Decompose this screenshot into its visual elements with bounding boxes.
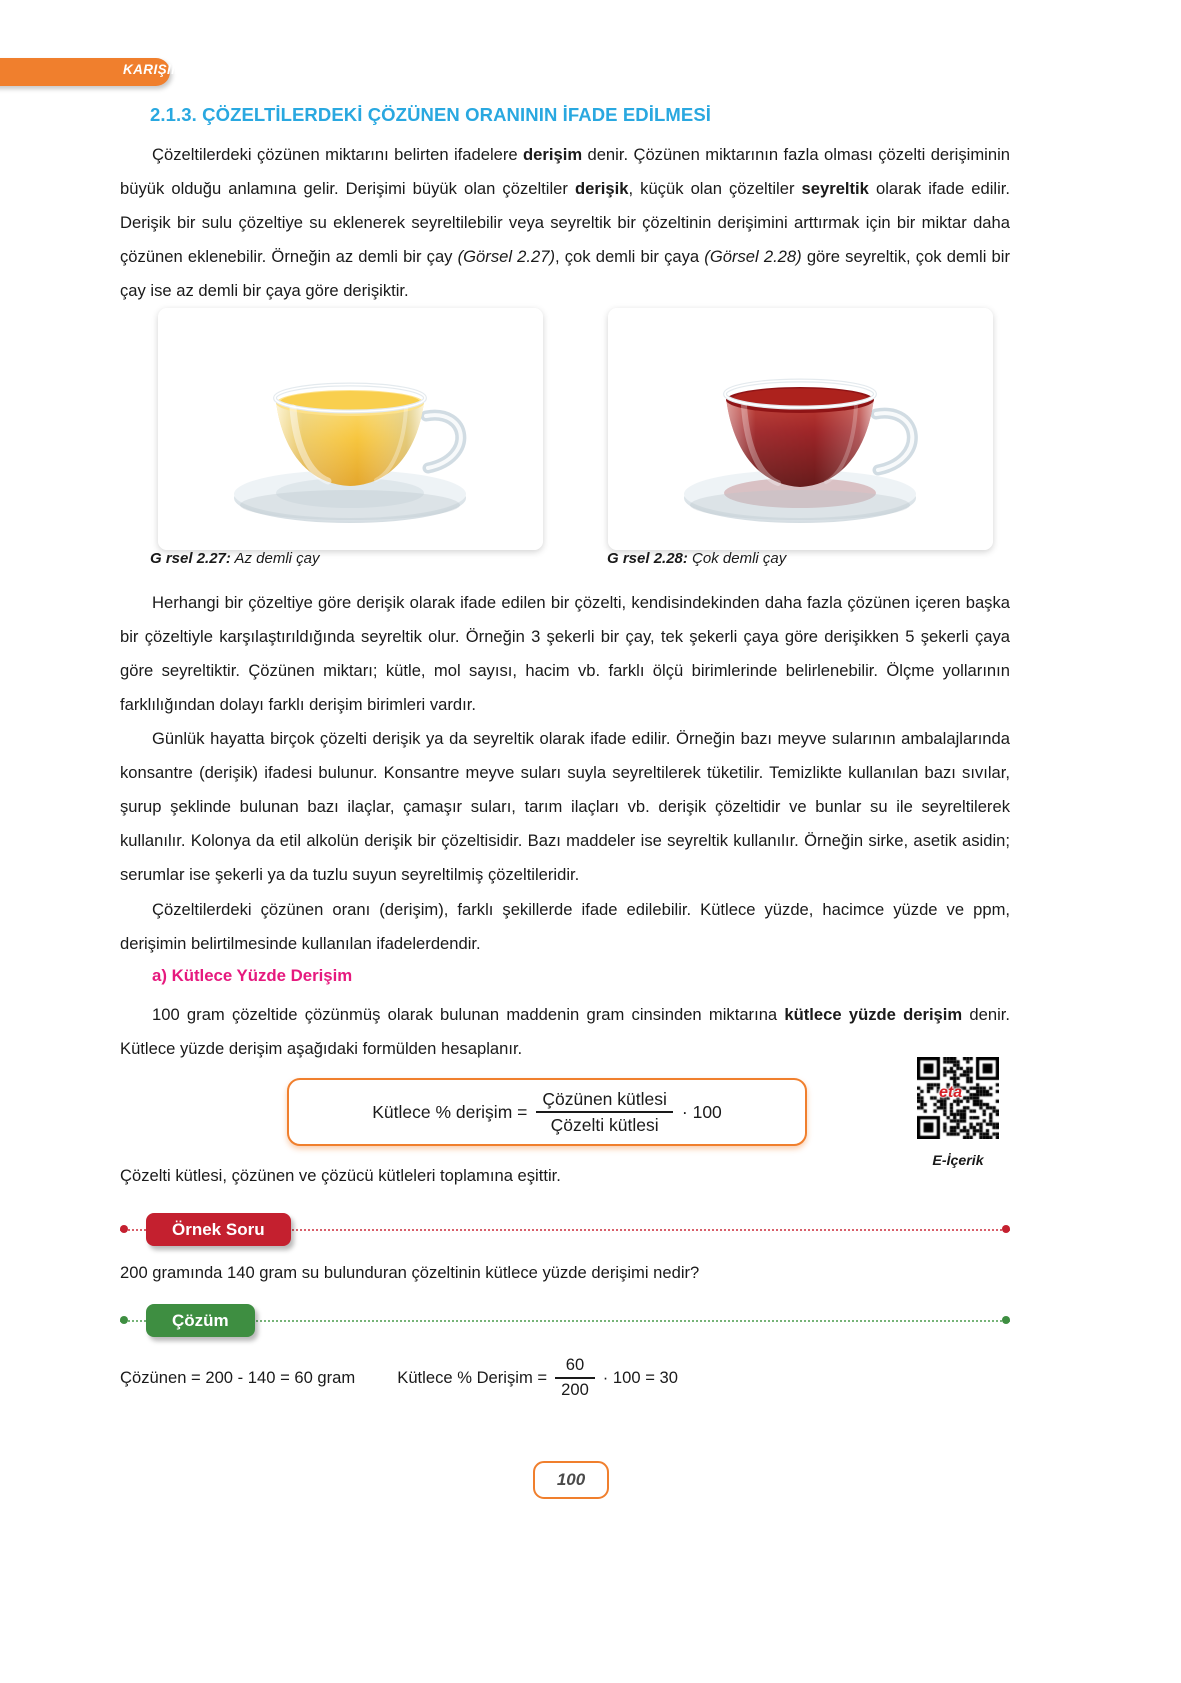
solution-numerator: 60: [565, 1355, 585, 1374]
figure-ref-228: (Görsel 2.28): [704, 247, 802, 266]
formula-numerator: Çözünen kütlesi: [542, 1089, 667, 1110]
qr-code-label: E-İçerik: [932, 1153, 984, 1169]
p1-seg-c: denir. Çözünen miktarının fazla olması çözelti derişiminin büyük olduğu anlamına gelir. Derişimi büyük olan çözeltiler: [120, 145, 1011, 198]
p1-seg-a: Çözeltilerdeki çözünen miktarını belirten ifadelere: [152, 145, 524, 164]
banner-dot-left-icon: [120, 1316, 128, 1324]
example-question-text: 200 gramında 140 gram su bulunduran çözeltinin kütlece yüzde derişimi nedir?: [120, 1263, 700, 1282]
term-seyreltik: seyreltik: [801, 179, 869, 198]
figure-caption-228-label: G rsel 2.28:: [607, 550, 688, 567]
figure-caption-227: [150, 550, 320, 567]
p1-seg-f: , çok demli bir çaya: [555, 247, 705, 266]
formula-multiplier: · 100: [681, 1101, 722, 1122]
figure-caption-227-label: G rsel 2.27:: [150, 550, 231, 567]
p5-seg-a: 100 gram çözeltide çözünmüş olarak bulunan maddenin gram cinsinden miktarına: [152, 1005, 785, 1024]
formula-fraction: [536, 1088, 673, 1136]
qr-code[interactable]: [917, 1057, 999, 1139]
figure-caption-227-text: Az demli çay: [230, 550, 320, 567]
qr-code-canvas[interactable]: [917, 1057, 999, 1139]
figure-image-228: [608, 308, 993, 550]
formula-denominator: Çözelti kütlesi: [550, 1114, 659, 1135]
paragraph-4: Çözeltilerdeki çözünen oranı (derişim), farklı şekillerde ifade edilebilir. Kütlece yüzde, hacimce yüzde ve ppm, derişimin belirtilmesinde kullanılan ifadelerdendir.: [120, 900, 1010, 953]
banner-ornek-soru-label: Örnek Soru: [146, 1213, 291, 1246]
banner-cozum: [120, 1304, 1010, 1338]
solution-content: [120, 1355, 1010, 1400]
formula-expression: [372, 1088, 722, 1136]
figure-image-227: [158, 308, 543, 550]
figure-caption-228-text: Çok demli çay: [687, 550, 787, 567]
solution-denominator: 200: [561, 1379, 589, 1399]
solution-rhs-label: Kütlece % Derişim =: [397, 1367, 548, 1387]
formula-lhs: Kütlece % derişim =: [372, 1101, 528, 1122]
paragraph-1: [120, 138, 1010, 308]
term-kutlece-yuzde-derisim: kütlece yüzde derişim: [784, 1005, 963, 1024]
subheading-kutlece-yuzde-derisim: a) Kütlece Yüzde Derişim: [152, 966, 353, 985]
p1-seg-g: göre seyreltik, çok demli bir çay ise az demli bir çaya göre derişiktir.: [120, 247, 1010, 300]
figure-ref-227: (Görsel 2.27): [457, 247, 555, 266]
figure-caption-228: [607, 550, 786, 567]
term-derisik: derişik: [574, 179, 629, 198]
p5-seg-c: denir. Kütlece yüzde derişim aşağıdaki formülden hesaplanır.: [120, 1005, 1010, 1058]
solution-right-expression: [397, 1355, 678, 1400]
solution-tail: · 100 = 30: [602, 1367, 678, 1387]
tea-cup-light-illustration: [158, 308, 543, 550]
banner-dot-right-icon: [1002, 1225, 1010, 1233]
banner-dot-right-icon: [1002, 1316, 1010, 1324]
banner-ornek-soru: [120, 1213, 1010, 1247]
p1-seg-e: olarak ifade edilir. Derişik bir sulu çözeltiye su eklenerek seyreltilebilir veya seyreltik bir çözeltinin derişimini arttırmak için bir miktar daha çözünen eklenebilir. Örneğin az demli bir çay: [120, 179, 1011, 266]
running-head-label: KARIŞIMLAR: [123, 62, 212, 77]
paragraph-5: [120, 998, 1010, 1066]
term-derisim: derişim: [523, 145, 583, 164]
paragraph-3: Günlük hayatta birçok çözelti derişik ya da seyreltik olarak ifade edilir. Örneğin bazı meyve sularının ambalajlarında konsantre (derişik) ifadesi bulunur. Konsantre meyve suları suyla seyreltilerek tüketilir. Temizlikte kullanılan bazı sıvılar, şurup şeklinde bulunan bazı ilaçlar, çamaşır suları, tarım ilaçları vb. derişik çözeltidir ve bunlar su ile seyreltilerek kullanılır. Kolonya da etil alkolün derişik bir çözeltisidir. Bazı maddeler ise seyreltik kullanılır. Örneğin sirke, asetik asidin; serumlar ise şekerli ya da tuzlu suyun seyreltilmiş çözeltileridir.: [120, 729, 1010, 884]
solution-fraction: [555, 1355, 595, 1400]
banner-cozum-label: Çözüm: [146, 1304, 255, 1337]
banner-dot-left-icon: [120, 1225, 128, 1233]
formula-box-mass-percent: [287, 1078, 807, 1146]
eta-logo-icon: eta: [939, 1084, 963, 1101]
tea-cup-dark-illustration: [608, 308, 993, 550]
page-title: 2.1.3. ÇÖZELTİLERDEKİ ÇÖZÜNEN ORANININ İFADE EDİLMESİ: [150, 104, 712, 125]
p1-seg-d: , küçük olan çözeltiler: [628, 179, 802, 198]
solution-left-expression: Çözünen = 200 - 140 = 60 gram: [120, 1367, 356, 1387]
paragraph-2: Herhangi bir çözeltiye göre derişik olarak ifade edilen bir çözelti, kendisindekinden daha fazla çözünen içeren başka bir çözeltiyle karşılaştırıldığında seyreltik olur. Örneğin 3 şekerli bir çay, tek şekerli çaya göre derişikken 5 şekerli çaya göre seyreltiktir. Çözünen miktarı; kütle, mol sayısı, hacim vb. farklı ölçü birimlerinde belirlenebilir. Ölçme yollarının farklılığından dolayı farklı derişim birimleri vardır.: [120, 593, 1010, 714]
paragraph-6: Çözelti kütlesi, çözünen ve çözücü kütleleri toplamına eşittir.: [120, 1166, 561, 1185]
page-number: 100: [533, 1461, 609, 1499]
